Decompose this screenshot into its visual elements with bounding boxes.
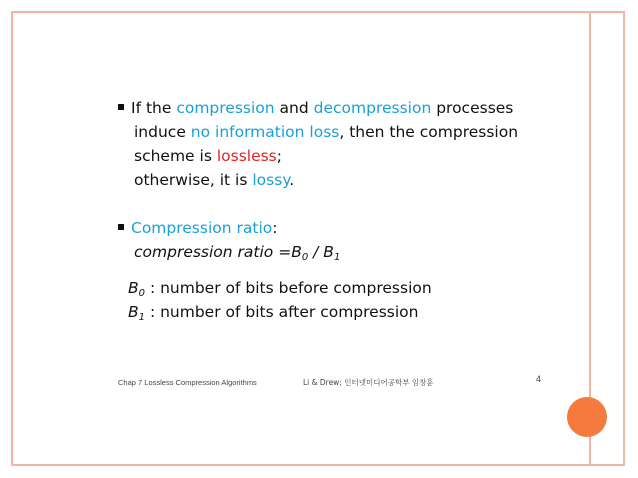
- symbol-b: B: [291, 243, 302, 261]
- text: ;: [276, 147, 282, 165]
- term-compression: compression: [176, 99, 275, 117]
- footer-chapter-title: Chap 7 Lossless Compression Algorithms: [118, 378, 257, 387]
- text: scheme is: [134, 147, 217, 165]
- symbol-b: B: [128, 279, 139, 297]
- symbol-b: B: [128, 303, 139, 321]
- term-lossy: lossy: [252, 171, 290, 189]
- subscript: 1: [333, 252, 341, 263]
- formula-label: compression ratio =: [134, 243, 292, 261]
- text: If the: [131, 99, 177, 117]
- definition-text: : number of bits before compression: [145, 279, 432, 297]
- definition-text: : number of bits after compression: [145, 303, 419, 321]
- text: .: [289, 171, 295, 189]
- text: induce: [134, 123, 191, 141]
- subscript: 0: [301, 252, 309, 263]
- footer-author: Li & Drew; 인터넷미디어공학부 임창훈: [303, 378, 434, 387]
- spacer: [118, 192, 558, 216]
- subscript: 1: [138, 312, 146, 323]
- bullet-lossless-line-4: [118, 168, 558, 192]
- compression-ratio-formula: [118, 240, 558, 264]
- text: :: [272, 219, 278, 237]
- bullet-marker-icon: [118, 224, 124, 230]
- page-number: 4: [536, 374, 542, 384]
- term-decompression: decompression: [313, 99, 432, 117]
- bullet-compression-ratio-title: [118, 216, 558, 240]
- term-compression-ratio: Compression ratio: [131, 219, 273, 237]
- divide-symbol: /: [308, 243, 324, 261]
- symbol-b: B: [323, 243, 334, 261]
- text: otherwise, it is: [134, 171, 253, 189]
- bullet-lossless-line-3: [118, 144, 558, 168]
- slide-body: [118, 96, 558, 324]
- text: processes: [431, 99, 514, 117]
- bullet-marker-icon: [118, 104, 124, 110]
- bullet-lossless-line-2: [118, 120, 558, 144]
- term-lossless: lossless: [216, 147, 277, 165]
- definition-b1: [118, 300, 558, 324]
- subscript: 0: [138, 288, 146, 299]
- text: and: [274, 99, 314, 117]
- bullet-lossless-line-1: [118, 96, 558, 120]
- term-no-information-loss: no information loss: [190, 123, 340, 141]
- definition-b0: [118, 276, 558, 300]
- text: , then the compression: [339, 123, 519, 141]
- orange-circle-decoration: [567, 397, 607, 437]
- spacer: [118, 264, 558, 276]
